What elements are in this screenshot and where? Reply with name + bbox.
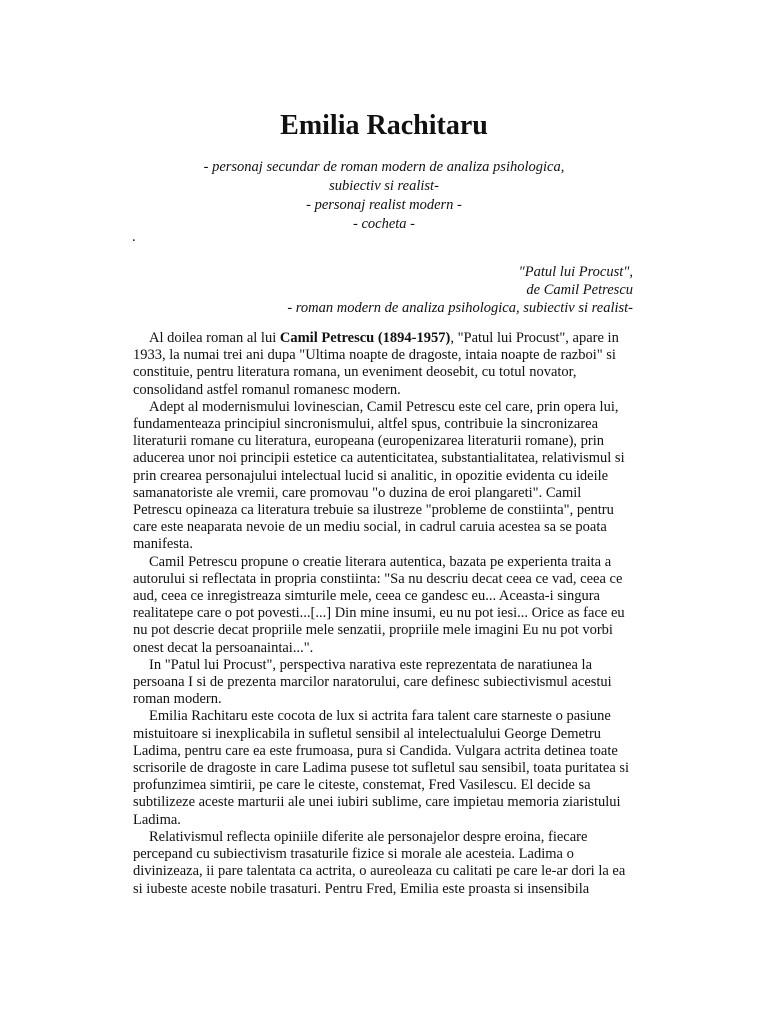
subtitle-line-1: - personaj secundar de roman modern de analiza psihologica, [203, 159, 565, 175]
source-work: "Patul lui Procust", [518, 264, 633, 280]
paragraph-4: In "Patul lui Procust", perspectiva narativa este reprezentata de naratiunea la persoana I si de prezenta marcilor naratorului, care definesc subiectivismul acestui roman modern. [133, 656, 612, 708]
source-block [287, 263, 633, 317]
paragraph-1 [133, 330, 633, 399]
paragraph-1-rest: , "Patul lui Procust", apare in 1933, la numai trei ani dupa "Ultima noapte de dragoste, intaia noapte de razboi" si constituie, pentru literatura romana, un eveniment deosebit, cu totul novator, consolidand astfel romanul romanesc modern. [133, 330, 619, 398]
paragraph-6: Relativismul reflecta opiniile diferite ale personajelor despre eroina, fiecare percepand cu subiectivism trasaturile fizice si morale ale acesteia. Ladima o divinizeaza, ii pare talentata ca actrita, o aureoleaza cu calitati pe care le-ar dori la ea si iubeste aceste nobile trasaturi. Pentru Fred, Emilia este proasta si insensibila [133, 828, 626, 897]
page-title: Emilia Rachitaru [280, 110, 488, 141]
paragraph-1-start: Al doilea roman al lui [149, 330, 280, 346]
body-text [133, 330, 633, 898]
subtitle-line-2: subiectiv si realist- [329, 178, 439, 194]
stray-dot: . [132, 229, 136, 245]
paragraph-2: Adept al modernismului lovinescian, Camil Petrescu este cel care, prin opera lui, fundamenteaza principiul sincronismului, altfel spus, contribuie la sincronizarea literaturii romane cu literatura, europeana (europenizarea literaturii romane), prin aducerea unor noi principii estetice ca autenticitatea, substantialitatea, relativismul si prin crearea personajului intelectual lucid si analitic, in opozitie evidenta cu ideile samanatoriste ale vremii, care promovau "o duzina de eroi plangareti". Camil Petrescu opineaza ca literatura trebuie sa ilustreze "probleme de constiinta", pentru care este neaparata nevoie de un mediu social, in cadrul caruia acestea sa se poata manifesta. [133, 398, 625, 553]
subtitle-line-3: - personaj realist modern - [306, 197, 462, 213]
paragraph-5: Emilia Rachitaru este cocota de lux si actrita fara talent care starneste o pasiune mistuitoare si inexplicabila in sufletul sensibil al intelectualului George Demetru Ladima, pentru care ea este frumoasa, pura si Candida. Vulgara actrita detinea toate scrisorile de dragoste in care Ladima pusese tot sufletul sau sensibil, toata puritatea si profunzimea simtirii, pe care le citeste, constemat, Fred Vasilescu. El decide sa subtilizeze aceste marturii ale unei iubiri sublime, care impietau memoria ziaristului Ladima. [133, 708, 630, 828]
source-author: de Camil Petrescu [526, 282, 633, 298]
subtitle-block [0, 158, 768, 234]
paragraph-3: Camil Petrescu propune o creatie literara autentica, bazata pe experienta traita a autorului si reflectata in propria constiinta: "Sa nu descriu decat ceea ce vad, ceea ce aud, ceea ce inregistreaza simturile mele, ceea ce gandesc eu... Aceasta-i singura realitatepe care o pot povesti...[...] Din mine insumi, eu nu pot iesi... Orice as face eu nu pot descrie decat propriile mele senzatii, propriile mele imagini Eu nu pot vorbi onest decat la persoanaintai...". [133, 553, 625, 656]
source-genre: - roman modern de analiza psihologica, subiectiv si realist- [287, 300, 633, 316]
subtitle-line-4: - cocheta - [353, 216, 415, 232]
author-name-bold: Camil Petrescu (1894-1957) [279, 330, 451, 346]
